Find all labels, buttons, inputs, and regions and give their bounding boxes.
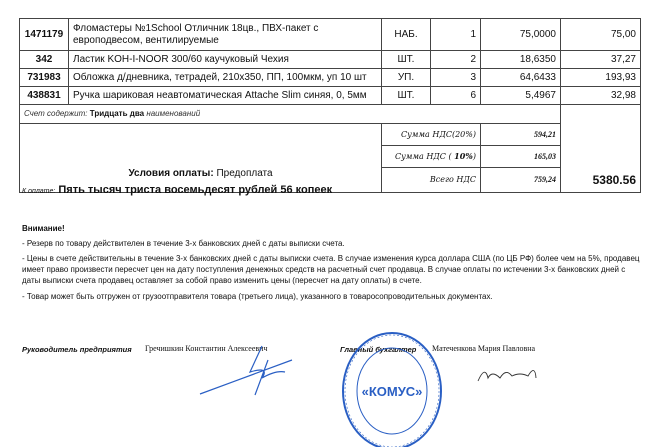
attention-line: - Товар может быть отгружен от грузоотправителя товара (третьего лица), указанного в товаросопроводительных документах. (22, 292, 493, 301)
terms-value: Предоплата (216, 168, 273, 179)
item-qty: 2 (431, 51, 481, 69)
vat20-value: 594,21 (481, 124, 561, 146)
item-code: 1471179 (20, 19, 69, 51)
item-qty: 1 (431, 19, 481, 51)
to-pay-label: К оплате: (22, 188, 56, 195)
vat10-value: 165,03 (481, 146, 561, 168)
item-qty: 3 (431, 69, 481, 87)
item-code: 731983 (20, 69, 69, 87)
item-name: Ластик KOH-I-NOOR 300/60 каучуковый Чехия (69, 51, 382, 69)
company-stamp (343, 333, 441, 447)
note-prefix: Счет содержит: (24, 109, 88, 118)
item-name: Обложка д/дневника, тетрадей, 210х350, ПП, 100мкм, уп 10 шт (69, 69, 382, 87)
attention-line: - Цены в счете действительны в течение 3-х банковских дней с даты выписки счета. В случае изменения курса доллара США (по ЦБ РФ) более чем на 5%, продавец имеет право произвести пересчет цен на дату поступления денежных средств на расчетный счет продавца. В случае оплаты по истечении 3-х банковских дней с даты выписки счета продавец оставляет за собой право изменить цены (пересчет на дату оплаты) в счете. (22, 254, 640, 285)
item-price: 18,6350 (481, 51, 561, 69)
item-sum: 37,27 (561, 51, 641, 69)
vat-total-label: Всего НДС (382, 168, 481, 193)
director-signature (200, 346, 292, 395)
item-sum: 193,93 (561, 69, 641, 87)
vat-total-value: 759,24 (481, 168, 561, 193)
item-sum: 32,98 (561, 87, 641, 105)
director-name: Гречишкин Константин Алексеевич (145, 344, 268, 353)
item-code: 342 (20, 51, 69, 69)
note-count: Тридцать два (89, 109, 145, 118)
item-name: Фломастеры №1School Отличник 18цв., ПВХ-пакет с европодвесом, вентилируемые (69, 19, 382, 51)
accountant-signature (478, 370, 536, 381)
item-price: 5,4967 (481, 87, 561, 105)
note-suffix: наименований (146, 109, 201, 118)
item-qty: 6 (431, 87, 481, 105)
attention-line: - Резерв по товару действителен в течение 3-х банковских дней с даты выписки счета. (22, 239, 345, 248)
attention-title: Внимание! (22, 224, 65, 233)
item-price: 64,6433 (481, 69, 561, 87)
item-price: 75,0000 (481, 19, 561, 51)
item-unit: НАБ. (382, 19, 431, 51)
svg-text:«КОМУС»: «КОМУС» (361, 384, 423, 399)
to-pay-value: Пять тысяч триста восемьдесят рублей 56 копеек (58, 184, 333, 196)
director-label: Руководитель предприятия (22, 345, 132, 354)
item-code: 438831 (20, 87, 69, 105)
accountant-label: Главный бухгалтер (340, 345, 417, 354)
accountant-name: Матеченкова Мария Павловна (432, 344, 536, 353)
item-name: Ручка шариковая неавтоматическая Attache Slim синяя, 0, 5мм (69, 87, 382, 105)
item-unit: УП. (382, 69, 431, 87)
item-sum: 75,00 (561, 19, 641, 51)
terms-label: Условия оплаты: (128, 168, 214, 179)
item-unit: ШТ. (382, 51, 431, 69)
item-unit: ШТ. (382, 87, 431, 105)
grand-total: 5380.56 (561, 105, 641, 193)
vat20-label: Сумма НДС(20%) (382, 124, 481, 146)
vat10-label: Сумма НДС ( 10%) (382, 146, 481, 168)
